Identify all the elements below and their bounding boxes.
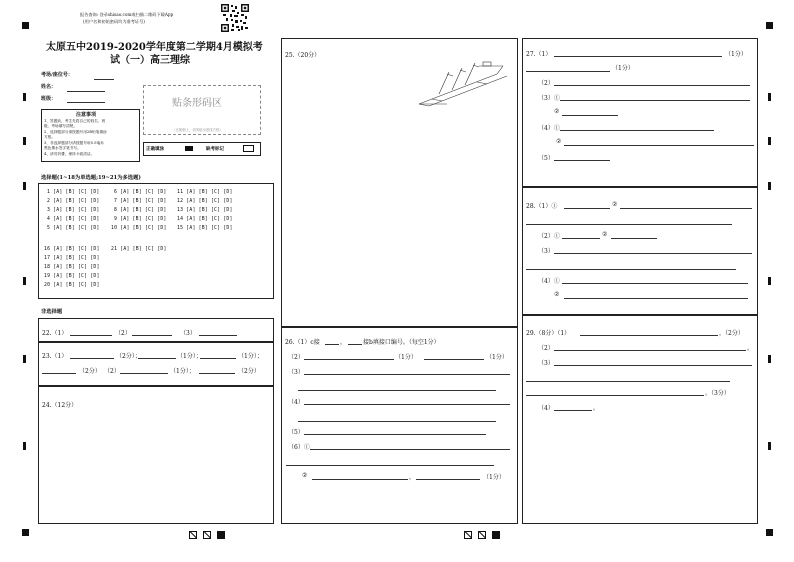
q26-label: 26.（1）c接 bbox=[285, 339, 320, 346]
choice-row-21[interactable]: 21 [A] [B] [C] [D] bbox=[111, 247, 167, 252]
notes-item: 级、考场填写清楚。 bbox=[44, 124, 78, 128]
timing-bar bbox=[768, 182, 771, 190]
q26-answer-6b[interactable] bbox=[286, 465, 494, 466]
q26-answer-6d[interactable] bbox=[416, 479, 480, 480]
registration-mark-bottom-left bbox=[22, 529, 29, 536]
q26-separator: ， bbox=[340, 339, 347, 346]
q23-score-3: （1分）； bbox=[238, 353, 263, 360]
q28-answer-4b[interactable] bbox=[564, 298, 748, 299]
choice-row-9[interactable]: 9 [A] [B] [C] [D] bbox=[114, 217, 167, 222]
qr-code-icon bbox=[221, 4, 249, 32]
q23-answer-5[interactable] bbox=[120, 373, 168, 374]
choice-section-title: 选择题(1~18为单选题;19~21为多选题) bbox=[41, 175, 141, 181]
q23-score-5: （1分）； bbox=[170, 368, 195, 375]
q28-answer-2a[interactable] bbox=[562, 238, 600, 239]
q26-answer-1b[interactable] bbox=[348, 344, 362, 345]
q26-answer-5[interactable] bbox=[304, 434, 486, 435]
choice-row-15[interactable]: 15 [A] [B] [C] [D] bbox=[177, 226, 233, 231]
q23-answer-3[interactable] bbox=[200, 358, 236, 359]
q27-answer-5[interactable] bbox=[554, 160, 610, 161]
q25-rails-diagram-icon bbox=[417, 54, 513, 109]
notes-item: 方框。 bbox=[44, 135, 56, 139]
absent-mark-checkbox[interactable] bbox=[243, 145, 254, 152]
barcode-hint: （正面朝上，切勿贴出虚线方框） bbox=[172, 128, 223, 132]
q25-box[interactable] bbox=[281, 38, 518, 327]
q26-answer-1a[interactable] bbox=[325, 344, 339, 345]
q23-score-6: （2分） bbox=[238, 368, 260, 375]
q24-label: 24.（12分） bbox=[42, 402, 78, 409]
page-marker-cross bbox=[464, 531, 472, 539]
q28-answer-2b[interactable] bbox=[611, 238, 657, 239]
q22-part3: （3） bbox=[180, 330, 196, 337]
choice-row-5[interactable]: 5 [A] [B] [C] [D] bbox=[47, 226, 100, 231]
choice-row-7[interactable]: 7 [A] [B] [C] [D] bbox=[114, 199, 167, 204]
timing-bar bbox=[23, 355, 26, 363]
q26-part4: （4） bbox=[288, 399, 304, 406]
timing-bar bbox=[768, 442, 771, 450]
q27-label: 27.（1） bbox=[526, 51, 552, 58]
name-label: 姓名： bbox=[41, 84, 57, 90]
choice-row-6[interactable]: 6 [A] [B] [C] [D] bbox=[114, 190, 167, 195]
q29-part4-end: 。 bbox=[593, 405, 600, 412]
class-field[interactable] bbox=[67, 102, 105, 103]
choice-answer-box bbox=[38, 183, 274, 299]
choice-row-4[interactable]: 4 [A] [B] [C] [D] bbox=[47, 217, 100, 222]
name-field[interactable] bbox=[67, 91, 105, 92]
q26-part5: （5） bbox=[288, 429, 304, 436]
q28-answer-1c[interactable] bbox=[526, 224, 732, 225]
nonchoice-section-title: 非选择题 bbox=[41, 309, 63, 315]
choice-row-10[interactable]: 10 [A] [B] [C] [D] bbox=[111, 226, 167, 231]
q28-part1-b: ② bbox=[612, 201, 618, 208]
q26-part6: （6）① bbox=[288, 444, 310, 451]
exam-title-line1: 太原五中2019-2020学年度第二学期4月模拟考 bbox=[46, 42, 263, 53]
q27-answer-1a[interactable] bbox=[554, 56, 722, 57]
q29-answer-4[interactable] bbox=[554, 410, 592, 411]
q27-answer-2[interactable] bbox=[554, 85, 750, 86]
q23-answer-2[interactable] bbox=[138, 358, 176, 359]
q29-answer-1[interactable] bbox=[580, 335, 718, 336]
q22-box bbox=[38, 318, 274, 342]
q26-part2-score2: （1分） bbox=[486, 354, 508, 361]
page-marker-cross bbox=[478, 531, 486, 539]
q27-part4-b: ② bbox=[556, 138, 562, 145]
q26-answer-4b[interactable] bbox=[298, 421, 496, 422]
q26-box bbox=[281, 327, 518, 524]
timing-bar bbox=[768, 355, 771, 363]
q23-part2: （2） bbox=[104, 368, 120, 375]
q26-part6-sep: ， bbox=[409, 474, 416, 481]
choice-row-14[interactable]: 14 [A] [B] [C] [D] bbox=[177, 217, 233, 222]
q29-part3-end: 。（3分） bbox=[705, 390, 730, 397]
seat-label: 考场/座位号： bbox=[41, 72, 73, 78]
notes-item: 黑色墨水签字笔书写。 bbox=[44, 146, 81, 150]
absent-mark-label: 缺考标记 bbox=[206, 147, 224, 152]
q26-part2-score1: （1分） bbox=[395, 354, 417, 361]
q29-part3: （3） bbox=[538, 360, 554, 367]
choice-row-8[interactable]: 8 [A] [B] [C] [D] bbox=[114, 208, 167, 213]
q27-part2: （2） bbox=[538, 80, 554, 87]
q26-answer-6c[interactable] bbox=[312, 479, 408, 480]
choice-row-11[interactable]: 11 [A] [B] [C] [D] bbox=[177, 190, 233, 195]
q22-answer-2[interactable] bbox=[132, 335, 172, 336]
q29-part2: （2） bbox=[538, 345, 554, 352]
q27-part5: （5） bbox=[538, 155, 554, 162]
q23-label: 23.（1） bbox=[42, 353, 68, 360]
q28-part2: （2）① bbox=[538, 233, 560, 240]
q26-part2: （2） bbox=[288, 354, 304, 361]
q27-answer-4b[interactable] bbox=[564, 145, 754, 146]
q26-part3: （3） bbox=[288, 369, 304, 376]
registration-mark-bottom-right bbox=[766, 529, 773, 536]
q23-box bbox=[38, 342, 274, 386]
q22-answer-1[interactable] bbox=[70, 335, 112, 336]
notes-item: 2、选择题部分请按题号用2B铅笔填涂 bbox=[44, 130, 107, 134]
q26-answer-4a[interactable] bbox=[304, 404, 510, 405]
q27-answer-3b[interactable] bbox=[562, 115, 618, 116]
q28-answer-3a[interactable] bbox=[554, 253, 752, 254]
report-notice-line2: (用户名和初始密码均为准考证号) bbox=[83, 19, 145, 24]
choice-row-1[interactable]: 1 [A] [B] [C] [D] bbox=[47, 190, 100, 195]
q26-tail: 接b填接口编号。（每空1分） bbox=[363, 339, 440, 346]
q23-answer-1[interactable] bbox=[70, 358, 114, 359]
q29-answer-3a[interactable] bbox=[554, 365, 752, 366]
timing-bar bbox=[23, 442, 26, 450]
choice-row-16[interactable]: 16 [A] [B] [C] [D] bbox=[44, 247, 100, 252]
q26-answer-6a[interactable] bbox=[310, 449, 510, 450]
q27-answer-1b[interactable] bbox=[526, 71, 610, 72]
q23-answer-4[interactable] bbox=[42, 373, 76, 374]
page-marker-cross bbox=[203, 531, 211, 539]
q23-answer-6[interactable] bbox=[199, 373, 235, 374]
q27-part3: （3）① bbox=[538, 95, 560, 102]
q22-answer-3[interactable] bbox=[199, 335, 237, 336]
q26-answer-2a[interactable] bbox=[304, 359, 394, 360]
correct-fill-sample-icon bbox=[185, 146, 193, 151]
registration-mark-top-left bbox=[22, 22, 29, 29]
q26-part6-b: ② bbox=[302, 472, 308, 479]
q29-part2-end: 。 bbox=[747, 345, 754, 352]
choice-row-17[interactable]: 17 [A] [B] [C] [D] bbox=[44, 256, 100, 261]
timing-bar bbox=[768, 137, 771, 145]
notes-item: 3、非选择题部分请按题号用0.5毫米 bbox=[44, 141, 104, 145]
q22-label: 22.（1） bbox=[42, 330, 68, 337]
q26-part6-score: （1分） bbox=[483, 474, 505, 481]
q28-part4-b: ② bbox=[554, 291, 560, 298]
timing-bar bbox=[23, 93, 26, 101]
fill-legend bbox=[143, 142, 261, 156]
q28-box bbox=[522, 187, 758, 315]
choice-row-13[interactable]: 13 [A] [B] [C] [D] bbox=[177, 208, 233, 213]
choice-row-2[interactable]: 2 [A] [B] [C] [D] bbox=[47, 199, 100, 204]
q28-part4: （4）① bbox=[538, 278, 560, 285]
class-label: 班级： bbox=[41, 96, 57, 102]
q27-answer-4a[interactable] bbox=[560, 130, 714, 131]
q25-label: 25.（20分） bbox=[285, 52, 321, 59]
correct-fill-label: 正确填涂 bbox=[146, 147, 164, 152]
notes-item: 4、请勿折叠，保持卡面清洁。 bbox=[44, 152, 95, 156]
q27-answer-3a[interactable] bbox=[560, 100, 750, 101]
registration-mark-top-right bbox=[766, 22, 773, 29]
notes-title: 注意事项 bbox=[76, 112, 97, 118]
notes-box bbox=[41, 109, 140, 162]
timing-bar bbox=[768, 277, 771, 285]
barcode-area bbox=[143, 85, 261, 135]
q28-part3: （3） bbox=[538, 248, 554, 255]
q23-score-2: （1分）； bbox=[177, 353, 202, 360]
page-marker-cross bbox=[189, 531, 197, 539]
q27-score-1: （1分） bbox=[725, 51, 747, 58]
q29-answer-3b[interactable] bbox=[526, 381, 730, 382]
q29-box bbox=[522, 315, 758, 524]
q26-answer-3a[interactable] bbox=[304, 374, 510, 375]
exam-title-line2: 试（一）高三理综 bbox=[110, 55, 190, 66]
seat-field[interactable] bbox=[94, 79, 114, 80]
choice-row-19[interactable]: 19 [A] [B] [C] [D] bbox=[44, 274, 100, 279]
barcode-title: 贴条形码区 bbox=[172, 98, 222, 109]
q29-score-1: ，（2分） bbox=[719, 330, 744, 337]
q28-part2-b: ② bbox=[602, 231, 608, 238]
report-notice-line1: 报告查询: 登录shisao.com或扫描二维码下载App bbox=[80, 12, 174, 17]
choice-row-12[interactable]: 12 [A] [B] [C] [D] bbox=[177, 199, 233, 204]
q28-answer-4a[interactable] bbox=[562, 283, 748, 284]
q23-score-4: （2分） bbox=[79, 368, 101, 375]
q23-score-1: （2分）； bbox=[116, 353, 141, 360]
page-marker-solid bbox=[217, 531, 225, 539]
timing-bar bbox=[23, 137, 26, 145]
q26-answer-2b[interactable] bbox=[424, 359, 484, 360]
timing-bar bbox=[23, 277, 26, 285]
q28-answer-1a[interactable] bbox=[564, 208, 610, 209]
q29-answer-2[interactable] bbox=[554, 350, 746, 351]
notes-item: 1、答题前，考生先将自己的姓名、班 bbox=[44, 119, 106, 123]
choice-row-3[interactable]: 3 [A] [B] [C] [D] bbox=[47, 208, 100, 213]
q28-answer-1b[interactable] bbox=[620, 208, 752, 209]
page-marker-solid bbox=[492, 531, 500, 539]
q22-part2: （2） bbox=[115, 330, 131, 337]
q27-box bbox=[522, 38, 758, 187]
choice-row-20[interactable]: 20 [A] [B] [C] [D] bbox=[44, 283, 100, 288]
q24-box[interactable] bbox=[38, 386, 274, 524]
timing-bar bbox=[768, 93, 771, 101]
q27-part3-b: ② bbox=[554, 108, 560, 115]
q29-answer-3c[interactable] bbox=[526, 395, 704, 396]
choice-row-18[interactable]: 18 [A] [B] [C] [D] bbox=[44, 265, 100, 270]
q29-part4: （4） bbox=[538, 405, 554, 412]
q28-label: 28.（1）① bbox=[526, 203, 558, 210]
timing-bar bbox=[23, 182, 26, 190]
q27-score-2: （1分） bbox=[612, 65, 634, 72]
q28-answer-3b[interactable] bbox=[526, 269, 736, 270]
q26-answer-3b[interactable] bbox=[298, 390, 496, 391]
q29-label: 29.（8分）（1） bbox=[526, 330, 571, 337]
q27-part4: （4）① bbox=[538, 125, 560, 132]
